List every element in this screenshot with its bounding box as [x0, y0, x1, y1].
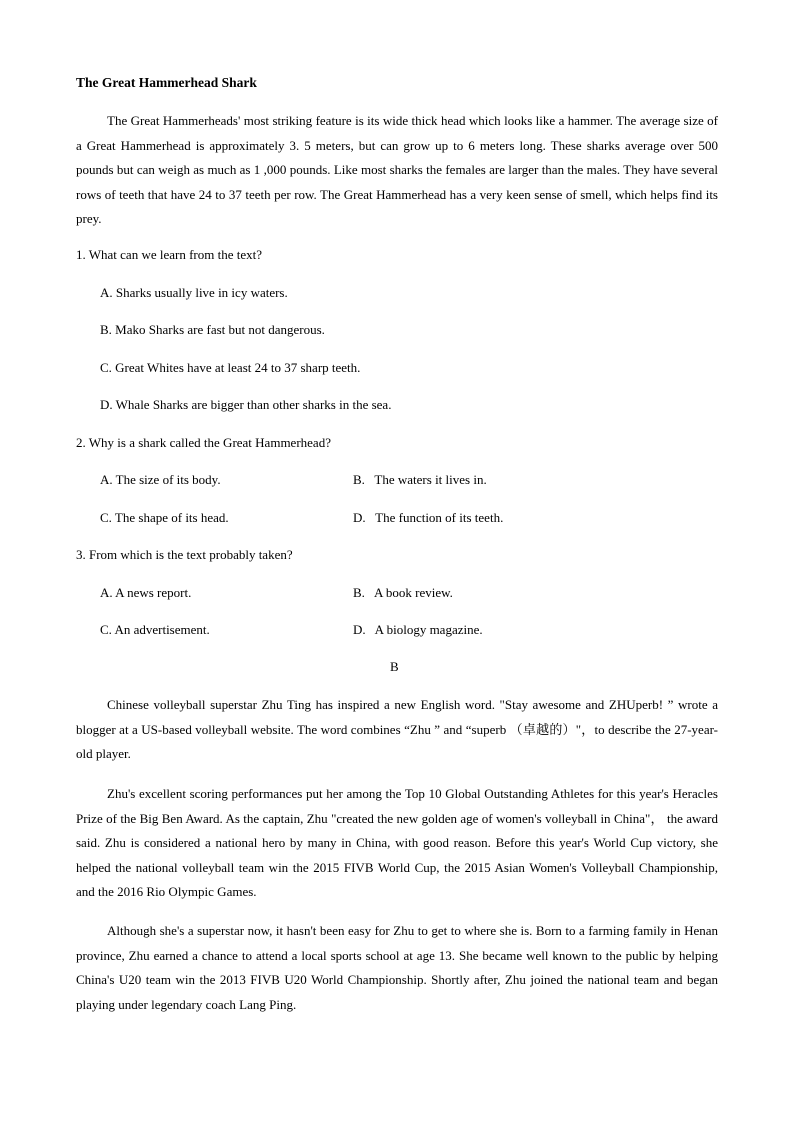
question-3-stem: 3. From which is the text probably taken?	[76, 547, 293, 562]
question-2-option-b: B. The waters it lives in.	[353, 472, 487, 487]
passage-title: The Great Hammerhead Shark	[76, 75, 257, 90]
question-1-option-d: D. Whale Sharks are bigger than other sharks in the sea.	[100, 397, 392, 412]
passage-b-paragraph-3: Although she's a superstar now, it hasn't been easy for Zhu to get to where she is. Born to a farming family in Henan province, Zhu earned a chance to attend a local sports school at age 13. She became well known to the public by helping China's U20 team win the 2013 FIVB U20 World Championship. Shortly after, Zhu joined the national team and began playing under legendary coach Lang Ping.	[76, 923, 718, 1012]
section-label: B	[390, 659, 399, 674]
question-1-stem: 1. What can we learn from the text?	[76, 247, 263, 262]
question-3-option-b: B. A book review.	[353, 585, 453, 600]
question-3-option-c: C. An advertisement.	[100, 622, 210, 637]
question-2-option-c: C. The shape of its head.	[100, 510, 229, 525]
question-1-option-a: A. Sharks usually live in icy waters.	[100, 285, 288, 300]
question-2-option-a: A. The size of its body.	[100, 472, 221, 487]
passage-b-paragraph-2: Zhu's excellent scoring performances put her among the Top 10 Global Outstanding Athletes for this year's Heracles Prize of the Big Ben Award. As the captain, Zhu "created the new golden age of women's volleyball in China"， the award said. Zhu is considered a national hero by many in China, with good reason. Before this year's World Cup victory, she helped the national volleyball team win the 2015 FIVB World Cup, the 2015 Asian Women's Volleyball Championship, and the 2016 Rio Olympic Games.	[76, 786, 718, 899]
question-3-option-a: A. A news report.	[100, 585, 192, 600]
question-1-option-b: B. Mako Sharks are fast but not dangerous.	[100, 322, 325, 337]
passage-b-paragraph-1: Chinese volleyball superstar Zhu Ting has inspired a new English word. "Stay awesome and ZHUperb! ” wrote a blogger at a US-based volleyball website. The word combines “Zhu ” and “superb （卓越的）"，to describe the 27-year-old player.	[76, 697, 718, 761]
passage-a-paragraph: The Great Hammerheads' most striking feature is its wide thick head which looks like a hammer. The average size of a Great Hammerhead is approximately 3. 5 meters, but can grow up to 6 meters long. These sharks average over 500 pounds but can weigh as much as 1 ,000 pounds. Like most sharks the females are larger than the males. They have several rows of teeth that have 24 to 37 teeth per row. The Great Hammerhead has a very keen sense of smell, which helps find its prey.	[76, 113, 718, 226]
question-1-option-c: C. Great Whites have at least 24 to 37 sharp teeth.	[100, 360, 361, 375]
question-2-option-d: D. The function of its teeth.	[353, 510, 504, 525]
question-3-option-d: D. A biology magazine.	[353, 622, 483, 637]
question-2-stem: 2. Why is a shark called the Great Hammerhead?	[76, 435, 331, 450]
